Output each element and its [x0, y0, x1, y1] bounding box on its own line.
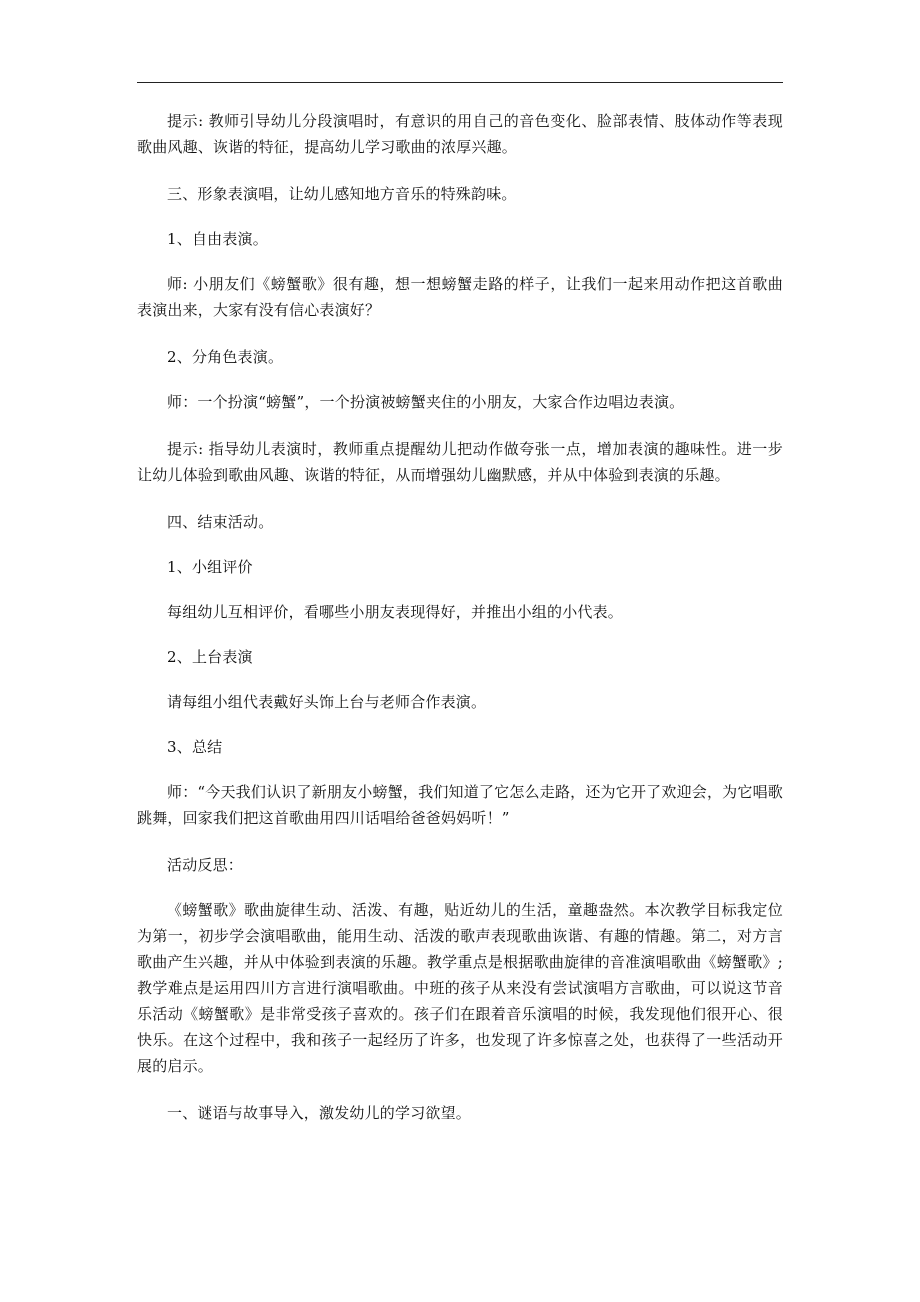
- subheading-group-evaluation: 1、小组评价: [167, 558, 253, 576]
- paragraph-teacher-summary: 师：“今天我们认识了新朋友小螃蟹，我们知道了它怎么走路，还为它开了欢迎会，为它唱歌跳舞，回家我们把这首歌曲用四川话唱给爸爸妈妈听！”: [137, 783, 783, 827]
- heading-section-3: 三、形象表演唱，让幼儿感知地方音乐的特殊韵味。: [167, 185, 517, 203]
- paragraph-evaluation: 每组幼儿互相评价，看哪些小朋友表现得好，并推出小组的小代表。: [167, 603, 624, 621]
- heading-section-4: 四、结束活动。: [167, 513, 274, 531]
- subheading-summary: 3、总结: [167, 738, 223, 756]
- paragraph-tip-1: 提示: 教师引导幼儿分段演唱时，有意识的用自己的音色变化、脸部表情、肢体动作等表现歌曲风趣、诙谐的特征，提高幼儿学习歌曲的浓厚兴趣。: [137, 112, 783, 156]
- paragraph-stage: 请每组小组代表戴好头饰上台与老师合作表演。: [167, 693, 487, 711]
- subheading-stage-performance: 2、上台表演: [167, 648, 253, 666]
- document-body: [137, 108, 783, 1147]
- subheading-role-performance: 2、分角色表演。: [167, 348, 284, 366]
- subheading-free-performance: 1、自由表演。: [167, 230, 268, 248]
- header-rule: [137, 82, 783, 83]
- heading-section-1-reflection: 一、谜语与故事导入，激发幼儿的学习欲望。: [167, 1104, 472, 1122]
- paragraph-reflection: 《螃蟹歌》歌曲旋律生动、活泼、有趣，贴近幼儿的生活，童趣盎然。本次教学目标我定位为第一，初步学会演唱歌曲，能用生动、活泼的歌声表现歌曲诙谐、有趣的情趣。第二，对方言歌曲产生兴趣，并从中体验到表演的乐趣。教学重点是根据歌曲旋律的音准演唱歌曲《螃蟹歌》; 教学难点是运用四川方言进行演唱歌曲。中班的孩子从来没有尝试演唱方言歌曲，可以说这节音乐活动《螃蟹歌》是非常受孩子喜欢的。孩子们在跟着音乐演唱的时候，我发现他们很开心、很快乐。在这个过程中，我和孩子一起经历了许多，也发现了许多惊喜之处，也获得了一些活动开展的启示。: [137, 901, 783, 1075]
- heading-reflection: 活动反思：: [167, 856, 244, 874]
- paragraph-teacher-2: 师：一个扮演“螃蟹”，一个扮演被螃蟹夹住的小朋友，大家合作边唱边表演。: [167, 393, 685, 411]
- paragraph-teacher-1: 师: 小朋友们《螃蟹歌》很有趣，想一想螃蟹走路的样子，让我们一起来用动作把这首歌曲表演出来，大家有没有信心表演好？: [137, 275, 783, 319]
- paragraph-tip-2: 提示: 指导幼儿表演时，教师重点提醒幼儿把动作做夸张一点，增加表演的趣味性。进一步让幼儿体验到歌曲风趣、诙谐的特征，从而增强幼儿幽默感，并从中体验到表演的乐趣。: [137, 440, 783, 484]
